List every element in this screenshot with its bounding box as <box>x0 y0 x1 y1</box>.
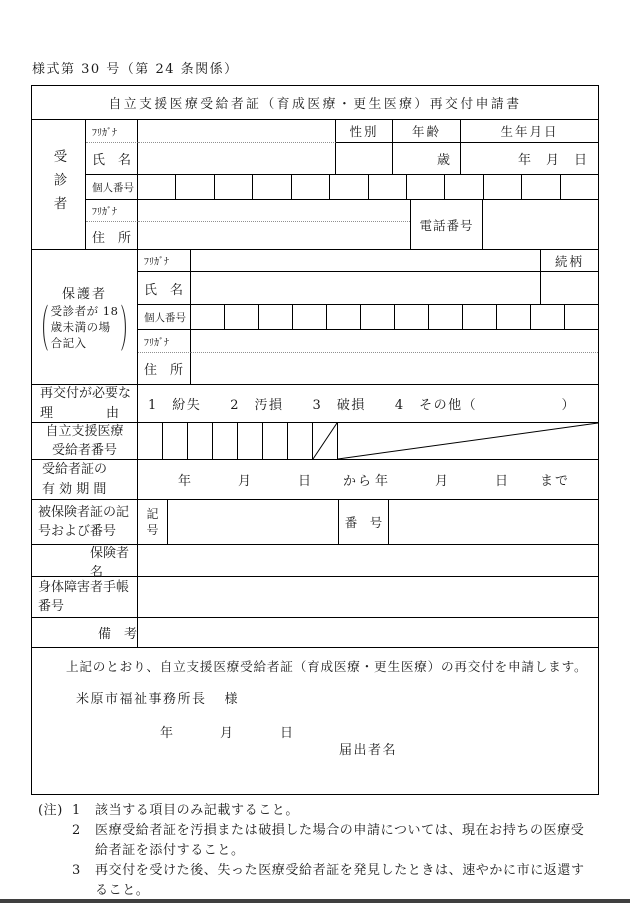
guardian-address-label: 住 所 <box>138 353 191 384</box>
guardian-address-furigana-input[interactable] <box>191 330 598 353</box>
guardian-id-digit-cell[interactable] <box>395 305 429 329</box>
recipient-number-digit-cell[interactable] <box>163 423 188 459</box>
note-mark: (注) <box>38 803 63 818</box>
insured-symbol-label <box>138 500 168 544</box>
patient-age-unit: 歳 <box>393 143 461 174</box>
patient-id-digit-cell[interactable] <box>330 175 368 199</box>
page-bottom-edge <box>0 899 630 903</box>
validity-period-input[interactable] <box>138 460 598 499</box>
addressee-line <box>76 688 239 707</box>
patient-phone-label: 電話番号 <box>411 200 483 250</box>
reason-label-left: 理 <box>40 405 54 421</box>
patient-id-label: 個人番号 <box>86 175 138 199</box>
note-text: 該当する項目のみ記載すること。 <box>95 803 300 818</box>
guardian-relation-label: 続柄 <box>554 253 584 269</box>
declaration-statement: 上記のとおり、自立支援医療受給者証（育成医療・更生医療）の再交付を申請します。 <box>66 659 588 674</box>
guardian-id-digit-cell[interactable] <box>531 305 565 329</box>
guardian-note <box>32 300 137 360</box>
guardian-note-text <box>49 303 121 352</box>
guardian-name-label: 氏 名 <box>138 272 191 304</box>
insured-symbol-label-line1: 記 <box>146 506 159 521</box>
patient-id-digit-cell[interactable] <box>484 175 522 199</box>
patient-id-digit-cell[interactable] <box>445 175 483 199</box>
patient-id-digit-cell[interactable] <box>253 175 291 199</box>
patient-birthdate-units: 年 月 日 <box>517 153 588 168</box>
insurer-input[interactable] <box>138 545 598 576</box>
patient-id-digit-cell[interactable] <box>292 175 330 199</box>
patient-section-label: 受診者 <box>50 149 67 220</box>
patient-id-digit-cell[interactable] <box>522 175 560 199</box>
guardian-note-line: 歳未満の場 <box>50 319 111 334</box>
insured-number-label: 番 号 <box>339 500 389 544</box>
insured-symbol-input[interactable] <box>168 500 339 544</box>
patient-name-row <box>86 143 598 175</box>
patient-birthdate-label: 生年月日 <box>461 120 598 143</box>
guardian-id-digit-cell[interactable] <box>225 305 259 329</box>
recipient-number-digit-cell[interactable] <box>213 423 238 459</box>
footnotes <box>38 801 594 901</box>
recipient-number-label <box>32 423 138 459</box>
recipient-number-digit-cell[interactable] <box>263 423 288 459</box>
guardian-section <box>32 250 598 385</box>
guardian-section-label: 保護者 <box>61 286 107 302</box>
validity-from-units: 年 月 日 から <box>178 474 374 489</box>
patient-sex-input[interactable] <box>336 143 393 174</box>
patient-id-digit-cell[interactable] <box>407 175 445 199</box>
note-item <box>38 861 594 901</box>
reason-options <box>138 385 598 422</box>
guardian-furigana-row <box>138 250 598 272</box>
guardian-name-input[interactable] <box>191 272 541 304</box>
reason-close-paren: ） <box>561 398 576 413</box>
validity-label-line2: 有 効 期 間 <box>42 481 107 497</box>
guardian-furigana-input[interactable] <box>191 250 541 271</box>
recipient-number-digit-cell[interactable] <box>238 423 263 459</box>
guardian-id-digit-cell[interactable] <box>463 305 497 329</box>
reason-row <box>32 385 598 423</box>
guardian-id-digit-cell[interactable] <box>361 305 395 329</box>
insured-number-input[interactable] <box>389 500 598 544</box>
diagonal-strikeout-icon <box>338 423 598 459</box>
guardian-note-line: 受診者が 18 <box>50 303 119 318</box>
declaration-date-input[interactable]: 年 月 日 <box>160 726 296 741</box>
patient-furigana-input[interactable] <box>138 120 336 143</box>
insurer-label: 保険者名 <box>32 545 138 576</box>
remarks-input[interactable] <box>138 618 598 647</box>
note-number: 2 <box>72 823 81 839</box>
guardian-id-digit-cell[interactable] <box>293 305 327 329</box>
declaration-area <box>32 648 598 794</box>
patient-id-digit-cell[interactable] <box>561 175 598 199</box>
strikeout-area <box>338 423 598 459</box>
patient-name-label: 氏 名 <box>86 143 138 174</box>
note-text: 医療受給者証を汚損または破損した場合の申請については、現在お持ちの医療受給者証を添付すること。 <box>95 823 585 859</box>
insured-symbol-label-line2: 号 <box>146 523 159 537</box>
guardian-name-row <box>138 272 598 305</box>
form-number: 様式第 30 号（第 24 条関係） <box>32 62 239 77</box>
disability-notebook-label <box>32 577 138 617</box>
guardian-address-furigana-label: ﾌﾘｶﾞﾅ <box>138 330 191 353</box>
guardian-address-input[interactable] <box>191 353 598 384</box>
note-mark <box>38 861 72 901</box>
addressee: 米原市福祉事務所長 <box>76 692 207 707</box>
insured-card-label-line1: 被保険者証の記 <box>38 504 130 520</box>
patient-address-furigana-label: ﾌﾘｶﾞﾅ <box>86 200 138 222</box>
guardian-id-digit-cell[interactable] <box>497 305 531 329</box>
guardian-section-label-cell <box>32 250 138 384</box>
diagonal-slash-icon <box>313 423 337 459</box>
patient-id-digit-cell[interactable] <box>176 175 214 199</box>
guardian-id-label: 個人番号 <box>138 305 191 329</box>
patient-address-area <box>86 200 598 250</box>
patient-id-digit-cell[interactable] <box>138 175 176 199</box>
disability-notebook-label-line1: 身体障害者手帳 <box>38 579 130 595</box>
guardian-note-line: 合記入 <box>50 336 87 351</box>
patient-age-label: 年齢 <box>393 120 461 143</box>
guardian-id-digit-cell[interactable] <box>429 305 463 329</box>
guardian-relation-input[interactable] <box>541 272 598 304</box>
reason-label-right: 由 <box>105 405 119 421</box>
guardian-id-digit-cell[interactable] <box>191 305 225 329</box>
disability-notebook-input[interactable] <box>138 577 598 617</box>
disability-notebook-row <box>32 577 598 618</box>
diagonal-slash-cell <box>313 423 338 459</box>
patient-address-furigana-row <box>86 200 410 222</box>
guardian-furigana-label: ﾌﾘｶﾞﾅ <box>138 250 191 271</box>
reason-label-line1: 再交付が必要な <box>40 386 132 401</box>
patient-id-row <box>86 175 598 200</box>
open-bracket: （ <box>32 300 49 360</box>
patient-address-row <box>86 222 410 250</box>
validity-label <box>32 460 138 499</box>
close-bracket: ） <box>120 300 137 360</box>
patient-furigana-label: ﾌﾘｶﾞﾅ <box>86 120 138 143</box>
guardian-id-digit-cell[interactable] <box>565 305 598 329</box>
recipient-number-digit-cell[interactable] <box>288 423 313 459</box>
patient-section <box>32 120 598 250</box>
note-item <box>38 801 594 821</box>
applicant-name-label: 届出者名 <box>339 743 398 758</box>
patient-section-label-cell <box>32 120 86 249</box>
reason-label-line2 <box>32 404 137 424</box>
insured-card-label <box>32 500 138 544</box>
reason-options-text[interactable]: 1 紛失 2 汚損 3 破損 4 その他（ <box>148 398 478 413</box>
guardian-id-row <box>138 305 598 330</box>
note-mark <box>38 821 72 861</box>
patient-id-cells <box>138 175 598 199</box>
recipient-number-label-line1: 自立支援医療 <box>45 423 124 439</box>
guardian-id-digit-cell[interactable] <box>259 305 293 329</box>
recipient-number-cells <box>138 423 313 459</box>
validity-to-units: 年 月 日 まで <box>374 474 570 489</box>
remarks-label: 備 考 <box>32 618 138 647</box>
note-text: 再交付を受けた後、失った医療受給者証を発見したときは、速やかに市に返還すること。 <box>95 863 585 899</box>
patient-sex-label: 性別 <box>336 120 393 143</box>
insurer-row <box>32 545 598 580</box>
reason-label <box>32 385 138 422</box>
guardian-fields <box>138 250 598 384</box>
insured-card-label-line2: 号および番号 <box>38 524 117 539</box>
note-number: 3 <box>72 863 81 879</box>
guardian-id-cells <box>191 305 598 329</box>
recipient-number-label-line2: 受給者番号 <box>51 443 117 458</box>
patient-address-left <box>86 200 411 250</box>
insured-card-row <box>32 500 598 545</box>
guardian-address-row <box>138 353 598 384</box>
patient-furigana-row <box>86 120 598 143</box>
note-number: 1 <box>72 803 81 818</box>
guardian-address-furigana-row <box>138 330 598 353</box>
patient-name-input[interactable] <box>138 143 336 174</box>
patient-phone-input[interactable] <box>483 200 598 250</box>
patient-fields <box>86 120 598 249</box>
validity-period-row <box>32 460 598 500</box>
honorific: 様 <box>224 692 240 707</box>
patient-address-label: 住 所 <box>86 222 138 250</box>
note-item <box>38 821 594 861</box>
recipient-number-digit-cell[interactable] <box>138 423 163 459</box>
remarks-row <box>32 618 598 648</box>
guardian-id-digit-cell[interactable] <box>327 305 361 329</box>
patient-address-input[interactable] <box>138 222 410 250</box>
disability-notebook-label-line2: 番号 <box>38 599 65 614</box>
recipient-number-digit-cell[interactable] <box>188 423 213 459</box>
patient-address-furigana-input[interactable] <box>138 200 410 222</box>
application-form-table <box>31 85 599 795</box>
validity-label-line1: 受給者証の <box>42 462 108 477</box>
patient-id-digit-cell[interactable] <box>215 175 253 199</box>
patient-id-digit-cell[interactable] <box>369 175 407 199</box>
recipient-number-row <box>32 423 598 460</box>
form-title: 自立支援医療受給者証（育成医療・更生医療）再交付申請書 <box>32 86 598 120</box>
